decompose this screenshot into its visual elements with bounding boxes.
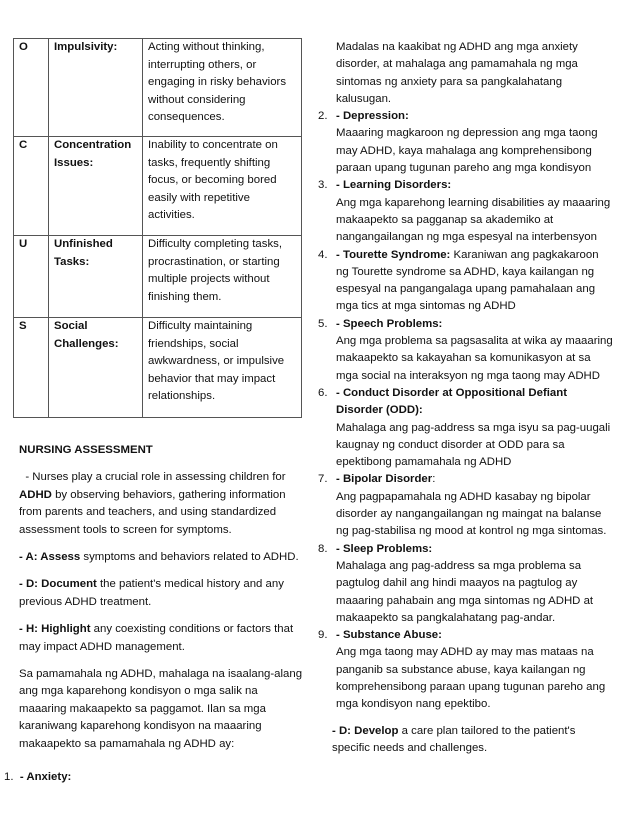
list-item bbox=[314, 541, 614, 627]
conditions-list bbox=[314, 39, 614, 757]
assess-label: - A: Assess bbox=[19, 551, 81, 564]
list-item-body: Mahalaga ang pag-address sa mga isyu sa pag-uugali kaugnay ng conduct disorder at ODD para sa epektibong pamamahala ng ADHD bbox=[336, 421, 611, 469]
nursing-assessment-section bbox=[19, 442, 304, 763]
list-item-text: - Bipolar Disorder: bbox=[336, 473, 436, 486]
assessment-intro: - Nurses play a crucial role in assessing children for ADHD by observing behaviors, gathering information from parents and teachers, and using standardized assessment tools to screen for symptoms. bbox=[19, 471, 286, 536]
list-item-title: - Bipolar Disorder bbox=[336, 473, 433, 486]
list-item-title: - Tourette Syndrome: bbox=[336, 248, 451, 261]
table-term: Impulsivity: bbox=[49, 39, 143, 137]
list-item bbox=[314, 316, 614, 385]
list-item-title: - Substance Abuse: bbox=[336, 629, 442, 642]
symptom-table bbox=[13, 38, 302, 418]
list-item-body: Ang mga taong may ADHD ay may mas mataas na panganib sa substance abuse, kaya kailangan ng komprehensibong paraan upang tugunan pareho ang mga kondisyon nang epektibo. bbox=[336, 646, 606, 711]
table-row bbox=[14, 236, 302, 318]
section-heading: NURSING ASSESSMENT bbox=[19, 444, 153, 456]
list-item-anxiety bbox=[4, 769, 71, 786]
list-item-title: - Sleep Problems: bbox=[336, 542, 433, 555]
list-item bbox=[314, 385, 614, 471]
list-item bbox=[314, 471, 614, 540]
document-label: - D: Document bbox=[19, 578, 97, 591]
list-item-body: Mahalaga ang pag-address sa mga problema sa pagtulog dahil ang hindi maayos na pagtulog ay maaaring pahabain ang mga sintomas ng ADHD at makaapekto sa pangkalahatang pag-andar. bbox=[336, 559, 594, 624]
table-term: Unfinished Tasks: bbox=[49, 236, 143, 318]
develop-step: - D: Develop a care plan tailored to the patient's specific needs and challenges. bbox=[332, 724, 576, 754]
list-number: 6. bbox=[318, 386, 328, 399]
list-item-title: - Depression: bbox=[336, 110, 409, 123]
document-step: - D: Document the patient's medical history and any previous ADHD treatment. bbox=[19, 578, 284, 608]
anxiety-description: Madalas na kaakibat ng ADHD ang mga anxiety disorder, at mahalaga ang pamamahala ng mga sintomas ng anxiety para sa pangkalahatang kalusugan. bbox=[336, 41, 578, 105]
list-item-title: - Speech Problems: bbox=[336, 317, 443, 330]
develop-label: - D: Develop bbox=[332, 724, 399, 737]
list-item-body: Maaaring magkaroon ng depression ang mga taong may ADHD, kaya mahalaga ang komprehensibong paraan upang tugunan pareho ang mga kondisyon bbox=[336, 127, 598, 175]
table-letter: O bbox=[14, 39, 49, 137]
table-description: Difficulty maintaining friendships, social awkwardness, or impulsive behavior that may impact relationships. bbox=[143, 318, 302, 418]
highlight-step: - H: Highlight any coexisting conditions or factors that may impact ADHD management. bbox=[19, 623, 294, 653]
list-number: 3. bbox=[318, 179, 328, 192]
table-term: Concentration Issues: bbox=[49, 137, 143, 236]
list-number: 4. bbox=[318, 248, 328, 261]
list-number: 1. bbox=[4, 771, 14, 783]
table-row bbox=[14, 39, 302, 137]
table-row bbox=[14, 318, 302, 418]
list-number: 7. bbox=[318, 473, 328, 486]
table-description: Inability to concentrate on tasks, frequently shifting focus, or becoming bored easily with repetitive activities. bbox=[143, 137, 302, 236]
table-row bbox=[14, 137, 302, 236]
list-number: 5. bbox=[318, 317, 328, 330]
table-letter: C bbox=[14, 137, 49, 236]
table-letter: U bbox=[14, 236, 49, 318]
list-item-body: Ang mga kaparehong learning disabilities ay maaaring makaapekto sa pagganap sa akademiko at nangangailangan ng mga espesyal na interbensyon bbox=[336, 196, 611, 244]
list-item-body: Karaniwan ang pagkakaroon ng Tourette syndrome sa ADHD, kaya kailangan ng espesyal na pangangalaga upang pamahalaan ang mga tics at mga sintomas ng ADHD bbox=[336, 248, 599, 313]
list-item-body: Ang pagpapamahala ng ADHD kasabay ng bipolar disorder ay nangangailangan ng maingat na balanse ng pag-stabilisa ng mood at kontrol ng mga sintomas. bbox=[336, 490, 607, 538]
highlight-label: - H: Highlight bbox=[19, 623, 91, 636]
list-number: 9. bbox=[318, 629, 328, 642]
list-number: 2. bbox=[318, 110, 328, 123]
intro-bold: ADHD bbox=[19, 488, 52, 501]
assess-step: - A: Assess symptoms and behaviors related to ADHD. bbox=[19, 551, 299, 564]
list-item bbox=[314, 247, 614, 316]
list-item-title: - Conduct Disorder at Oppositional Defiant Disorder (ODD): bbox=[336, 386, 567, 417]
list-item-body: Ang mga problema sa pagsasalita at wika ay maaaring makaapekto sa kakayahan sa komunikasyon at sa mga social na interaksyon ng mga taong may ADHD bbox=[336, 335, 613, 382]
list-item-title: - Learning Disorders: bbox=[336, 179, 452, 192]
table-term: Social Challenges: bbox=[49, 318, 143, 418]
list-item bbox=[314, 627, 614, 713]
list-item bbox=[314, 177, 614, 246]
list-item bbox=[314, 108, 614, 177]
management-paragraph: Sa pamamahala ng ADHD, mahalaga na isaalang-alang ang mga kaparehong kondisyon o mga salik na maaaring makaapekto sa paggamot. Ilan sa mga karaniwang kaparehong kondisyon na maaaring makaapekto sa pamamahala ng ADHD ay: bbox=[19, 668, 303, 750]
list-item-text bbox=[336, 247, 614, 316]
table-description: Difficulty completing tasks, procrastination, or starting multiple projects without finishing them. bbox=[143, 236, 302, 318]
list-item-title: - Anxiety: bbox=[19, 771, 72, 783]
table-description: Acting without thinking, interrupting others, or engaging in risky behaviors without considering consequences. bbox=[143, 39, 302, 137]
table-letter: S bbox=[14, 318, 49, 418]
list-number: 8. bbox=[318, 542, 328, 555]
